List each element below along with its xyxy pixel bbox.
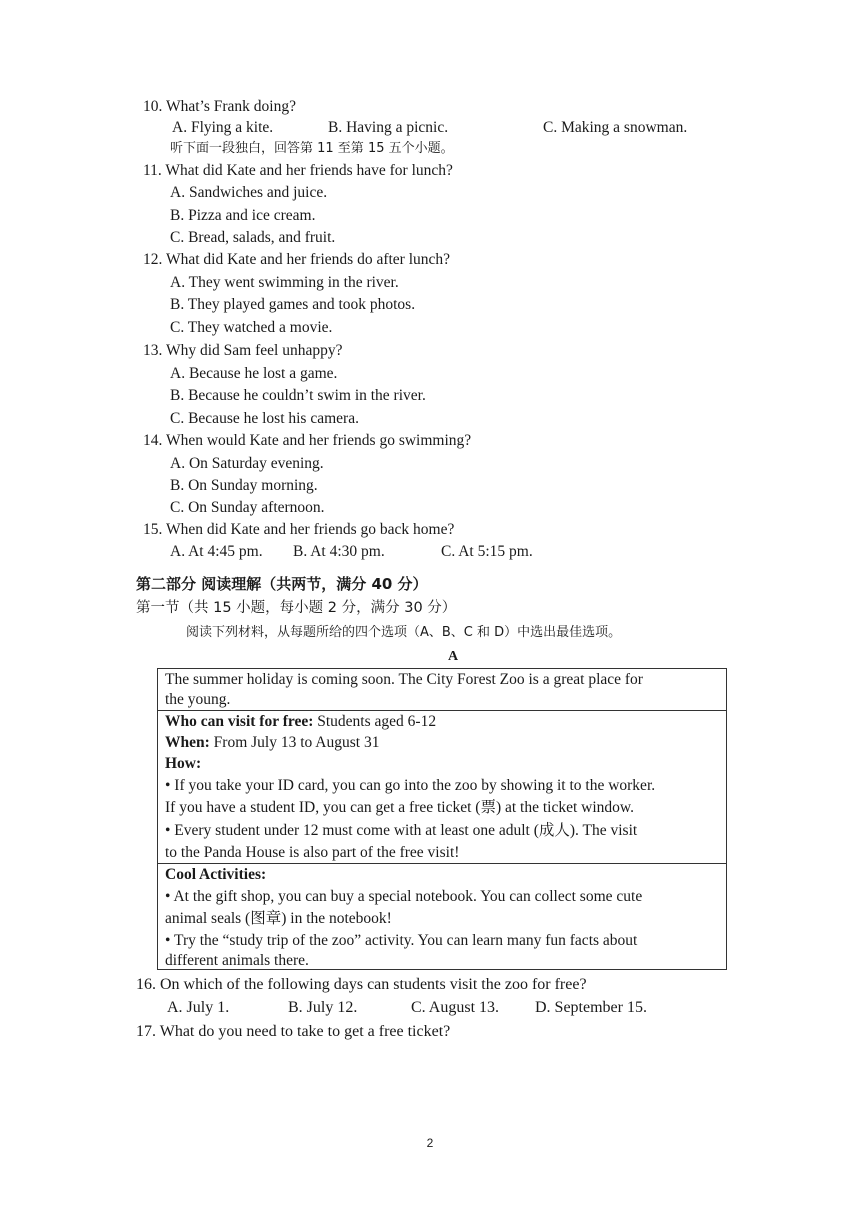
- option-c: C. Bread, salads, and fruit.: [170, 229, 336, 246]
- option-a: A. Flying a kite.: [172, 119, 274, 136]
- option-c: C. August 13.: [411, 999, 500, 1016]
- passage-label: A: [448, 649, 459, 664]
- option-b: B. They played games and took photos.: [170, 296, 416, 313]
- intro-line-2: the young.: [165, 691, 231, 708]
- option-c: C. Because he lost his camera.: [170, 410, 359, 427]
- how-label: How:: [165, 755, 202, 772]
- how-line-3: • Every student under 12 must come with at least one adult (成人). The visit: [165, 822, 638, 839]
- question-15-options: [0, 542, 860, 562]
- option-a: A. Sandwiches and juice.: [170, 184, 328, 201]
- cool-line-3: • Try the “study trip of the zoo” activity. You can learn many fun facts about: [165, 932, 638, 949]
- question-10-stem: 10. What’s Frank doing?: [143, 98, 296, 115]
- question-17-stem: 17. What do you need to take to get a free ticket?: [136, 1023, 451, 1040]
- intro-line-1: The summer holiday is coming soon. The City Forest Zoo is a great place for: [165, 671, 643, 688]
- question-10-options: [0, 118, 860, 138]
- when-label: When:: [165, 734, 210, 751]
- option-b: B. July 12.: [288, 999, 358, 1016]
- option-b: B. On Sunday morning.: [170, 477, 318, 494]
- cool-activities-label: Cool Activities:: [165, 866, 267, 883]
- option-a: A. On Saturday evening.: [170, 455, 324, 472]
- section-one-title: 第一节（共 15 小题，每小题 2 分，满分 30 分）: [136, 600, 457, 616]
- reading-instruction: 阅读下列材料，从每题所给的四个选项（A、B、C 和 D）中选出最佳选项。: [186, 625, 622, 640]
- question-11-stem: 11. What did Kate and her friends have for lunch?: [143, 162, 453, 179]
- option-a: A. July 1.: [167, 999, 230, 1016]
- option-a: A. They went swimming in the river.: [170, 274, 399, 291]
- listening-instruction: 听下面一段独白，回答第 11 至第 15 五个小题。: [170, 141, 454, 156]
- when-value: From July 13 to August 31: [209, 734, 380, 751]
- option-a: A. At 4:45 pm.: [170, 543, 263, 560]
- cool-line-4: different animals there.: [165, 952, 309, 969]
- option-b: B. Having a picnic.: [328, 119, 449, 136]
- option-c: C. They watched a movie.: [170, 319, 333, 336]
- question-14-stem: 14. When would Kate and her friends go swimming?: [143, 432, 472, 449]
- option-b: B. Because he couldn’t swim in the river.: [170, 387, 426, 404]
- option-c: C. On Sunday afternoon.: [170, 499, 325, 516]
- option-b: B. Pizza and ice cream.: [170, 207, 316, 224]
- question-16-options: [0, 998, 860, 1018]
- who-line: [165, 711, 436, 732]
- page-number: 2: [426, 1136, 434, 1150]
- question-16-stem: 16. On which of the following days can students visit the zoo for free?: [136, 976, 587, 993]
- option-c: C. Making a snowman.: [543, 119, 688, 136]
- option-a: A. Because he lost a game.: [170, 365, 338, 382]
- zoo-notice-box: [157, 668, 727, 970]
- question-15-stem: 15. When did Kate and her friends go back home?: [143, 521, 455, 538]
- how-line-2: If you have a student ID, you can get a free ticket (票) at the ticket window.: [165, 799, 634, 816]
- who-value: Students aged 6-12: [313, 713, 437, 730]
- cool-line-2: animal seals (图章) in the notebook!: [165, 910, 392, 927]
- how-line-4: to the Panda House is also part of the free visit!: [165, 844, 460, 861]
- option-b: B. At 4:30 pm.: [293, 543, 385, 560]
- when-line: [165, 732, 379, 753]
- option-c: C. At 5:15 pm.: [441, 543, 533, 560]
- who-label: Who can visit for free:: [165, 713, 314, 730]
- question-13-stem: 13. Why did Sam feel unhappy?: [143, 342, 343, 359]
- question-12-stem: 12. What did Kate and her friends do after lunch?: [143, 251, 451, 268]
- cool-line-1: • At the gift shop, you can buy a special notebook. You can collect some cute: [165, 888, 643, 905]
- option-d: D. September 15.: [535, 999, 647, 1016]
- part-two-title: 第二部分 阅读理解（共两节，满分 40 分）: [136, 575, 428, 593]
- how-line-1: • If you take your ID card, you can go into the zoo by showing it to the worker.: [165, 777, 656, 794]
